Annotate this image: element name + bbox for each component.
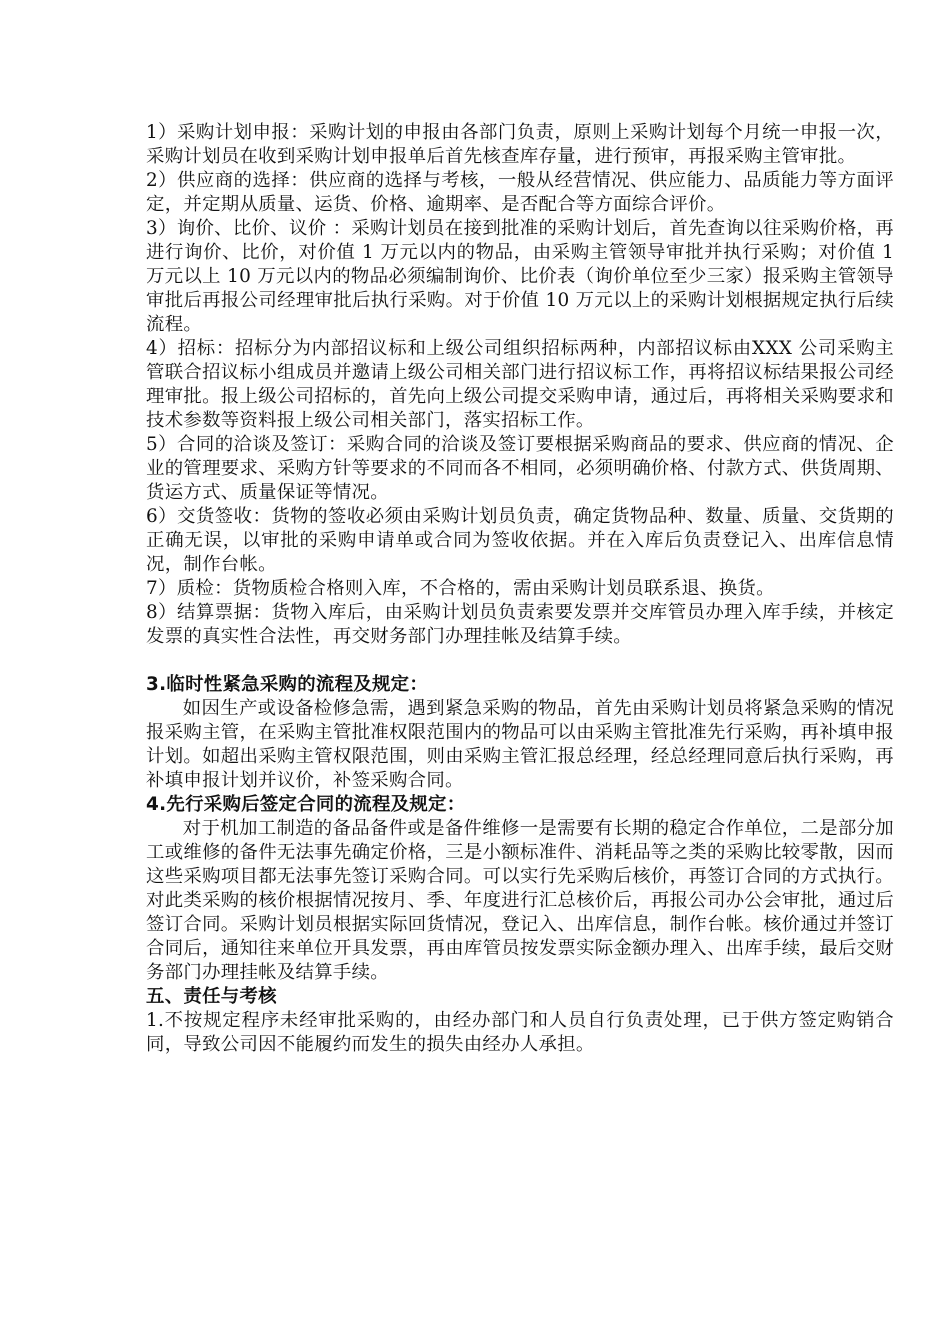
procedure-item-2: 2）供应商的选择：供应商的选择与考核，一般从经营情况、供应能力、品质能力等方面评定，并定期从质量、运货、价格、逾期率、是否配合等方面综合评价。 — [146, 170, 894, 215]
procedure-item-6: 6）交货签收：货物的签收必须由采购计划员负责，确定货物品种、数量、质量、交货期的正确无误，以审批的采购申请单或合同为签收依据。并在入库后负责登记入、出库信息情况，制作台帐。 — [146, 506, 894, 575]
section-4-body: 对于机加工制造的备品备件或是备件维修一是需要有长期的稳定合作单位，二是部分加工或维修的备件无法事先确定价格，三是小额标准件、消耗品等之类的采购比较零散，因而这些采购项目都无法事先签订采购合同。可以实行先采购后核价，再签订合同的方式执行。对此类采购的核价根据情况按月、季、年度进行汇总核价后，再报公司办公会审批，通过后签订合同。采购计划员根据实际回货情况，登记入、出库信息，制作台帐。核价通过并签订合同后，通知往来单位开具发票，再由库管员按发票实际金额办理入、出库手续，最后交财务部门办理挂帐及结算手续。 — [146, 818, 894, 983]
section-3-heading: 3.临时性紧急采购的流程及规定： — [146, 674, 429, 695]
section-4-heading: 4.先行采购后签定合同的流程及规定： — [146, 794, 466, 815]
section-5-item-1: 1.不按规定程序未经审批采购的，由经办部门和人员自行负责处理，已于供方签定购销合同，导致公司因不能履约而发生的损失由经办人承担。 — [146, 1010, 894, 1055]
section-3-body: 如因生产或设备检修急需，遇到紧急采购的物品，首先由采购计划员将紧急采购的情况报采购主管，在采购主管批准权限范围内的物品可以由采购主管批准先行采购，再补填申报计划。如超出采购主管权限范围，则由采购主管汇报总经理，经总经理同意后执行采购，再补填申报计划并议价，补签采购合同。 — [146, 698, 894, 791]
procedure-item-4: 4）招标：招标分为内部招议标和上级公司组织招标两种，内部招议标由XXX 公司采购主管联合招议标小组成员并邀请上级公司相关部门进行招议标工作，再将招议标结果报公司经理审批。报上级公司招标的，首先向上级公司提交采购申请，通过后，再将相关采购要求和技术参数等资料报上级公司相关部门，落实招标工作。 — [146, 338, 894, 431]
procedure-item-3: 3）询价、比价、议价 ：采购计划员在接到批准的采购计划后，首先查询以往采购价格，再进行询价、比价，对价值 1 万元以内的物品，由采购主管领导审批并执行采购；对价值 1 万元以上 10 万元以内的物品必须编制询价、比价表（询价单位至少三家）报采购主管领导审批后再报公司经理审批后执行采购。对于价值 10 万元以上的采购计划根据规定执行后续流程。 — [146, 218, 894, 335]
section-5-heading: 五、责任与考核 — [146, 986, 277, 1007]
document-page — [146, 121, 894, 1057]
blank-line — [146, 649, 894, 673]
procedure-item-8: 8）结算票据：货物入库后，由采购计划员负责索要发票并交库管员办理入库手续，并核定发票的真实性合法性，再交财务部门办理挂帐及结算手续。 — [146, 602, 894, 647]
procedure-item-1: 1）采购计划申报：采购计划的申报由各部门负责，原则上采购计划每个月统一申报一次，采购计划员在收到采购计划申报单后首先核查库存量，进行预审，再报采购主管审批。 — [146, 122, 894, 167]
procedure-item-5: 5）合同的洽谈及签订：采购合同的洽谈及签订要根据采购商品的要求、供应商的情况、企业的管理要求、采购方针等要求的不同而各不相同，必须明确价格、付款方式、供货周期、货运方式、质量保证等情况。 — [146, 434, 894, 503]
procedure-item-7: 7）质检：货物质检合格则入库，不合格的，需由采购计划员联系退、换货。 — [146, 578, 775, 599]
